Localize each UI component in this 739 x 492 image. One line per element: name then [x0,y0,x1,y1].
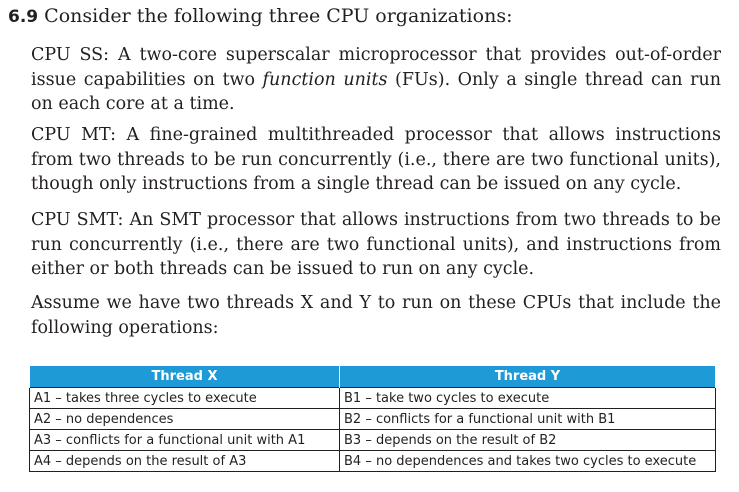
thread-x-cell: A3 – conflicts for a functional unit with A1 [30,430,340,451]
thread-x-cell: A1 – takes three cycles to execute [30,388,340,409]
thread-y-cell: B2 – conflicts for a functional unit with B1 [340,409,716,430]
table-row [30,430,716,451]
cpu-mt-paragraph: CPU MT: A fine-grained multithreaded processor that allows instructions from two threads to be run concurrently (i.e., there are two functional units), though only instructions from a single thread can be issued on any cycle. [31,125,721,194]
table-row [30,388,716,409]
problem-heading [8,4,512,29]
problem-number: 6.9 [8,7,39,27]
thread-x-cell: A2 – no dependences [30,409,340,430]
table-header-row [30,366,716,388]
thread-operations-table [29,366,716,472]
cpu-ss-paragraph [31,43,721,117]
cpu-ss-text-end: (FUs). Only a single thread can run on each core at a time. [31,69,721,114]
cpu-ss-text-start: CPU SS: A two-core superscalar microprocessor that provides out-of-order issue capabilities on two [31,45,721,90]
thread-x-header: Thread X [30,366,340,388]
thread-x-cell: A4 – depends on the result of A3 [30,451,340,472]
thread-y-cell: B4 – no dependences and takes two cycles to execute [340,451,716,472]
table-row [30,409,716,430]
thread-y-header: Thread Y [340,366,716,388]
problem-intro: Consider the following three CPU organizations: [44,5,513,27]
cpu-smt-paragraph: CPU SMT: An SMT processor that allows instructions from two threads to be run concurrently (i.e., there are two functional units), and instructions from either or both threads can be issued to run on any cycle. [31,210,721,279]
thread-y-cell: B1 – take two cycles to execute [340,388,716,409]
table-row [30,451,716,472]
thread-y-cell: B3 – depends on the result of B2 [340,430,716,451]
assumption-paragraph: Assume we have two threads X and Y to run on these CPUs that include the following operations: [31,293,721,338]
cpu-ss-emphasis: function units [262,69,388,90]
